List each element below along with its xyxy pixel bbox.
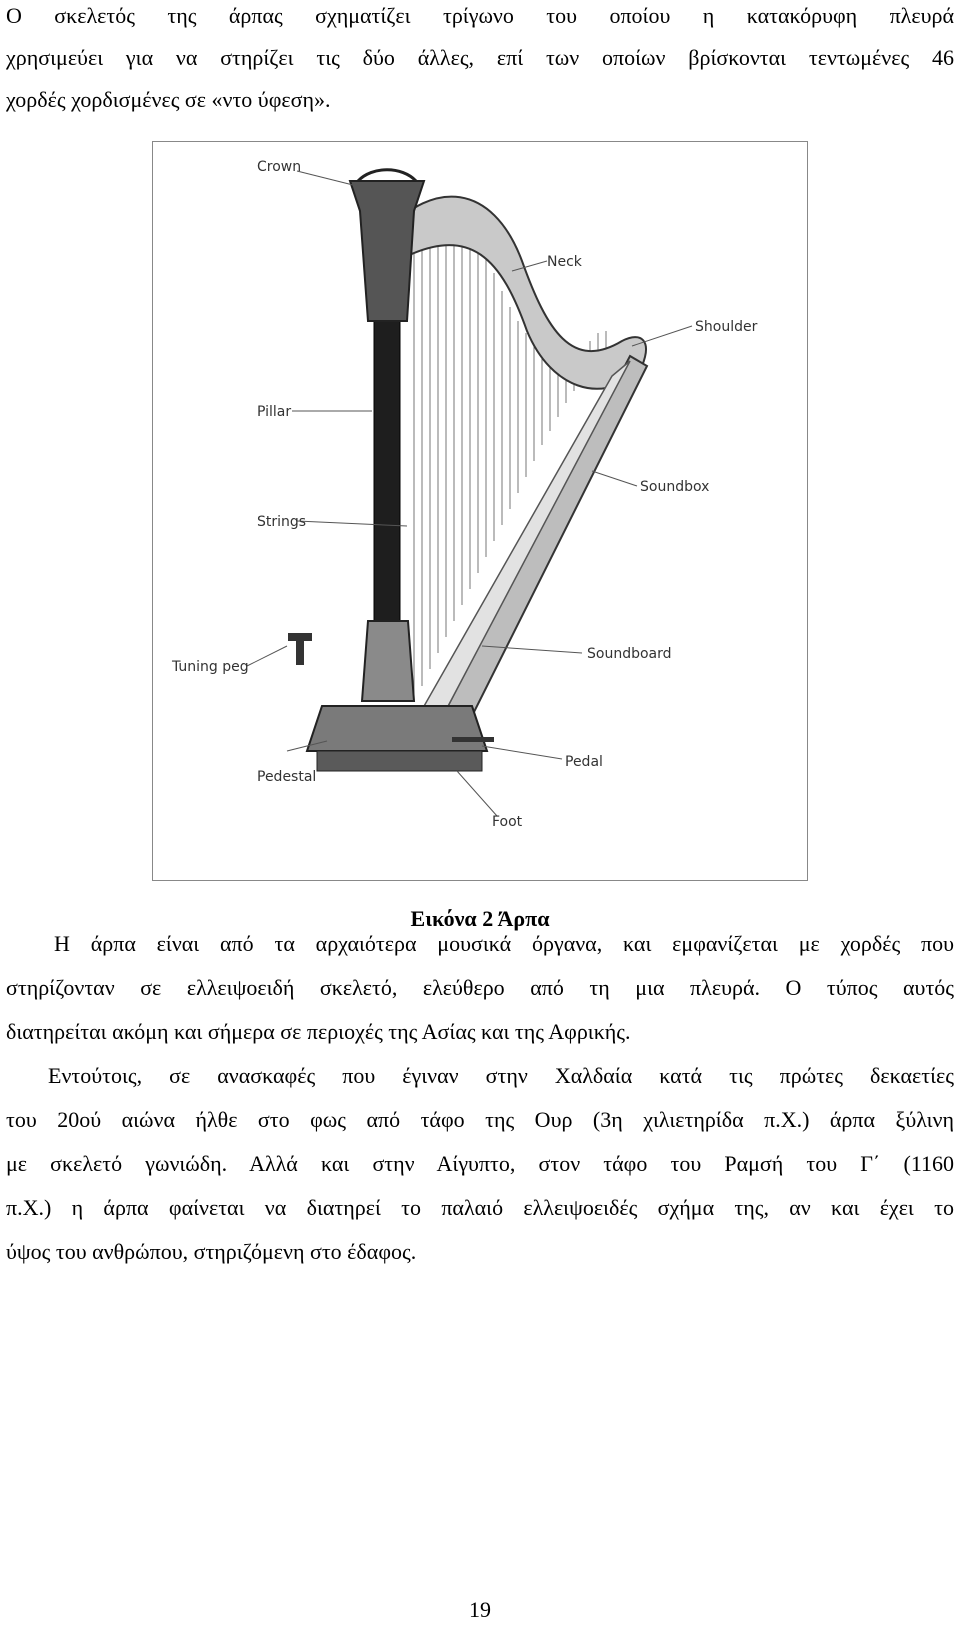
label-pedestal: Pedestal bbox=[257, 769, 317, 785]
harp-pedal bbox=[452, 737, 494, 742]
body-line-7: π.Χ.) η άρπα φαίνεται να διατηρεί το παλαιό ελλειψοειδές σχήμα της, αν και έχει το bbox=[6, 1195, 954, 1220]
label-crown: Crown bbox=[257, 159, 302, 175]
label-soundbox: Soundbox bbox=[640, 479, 710, 495]
figure-caption: Εικόνα 2 Άρπα bbox=[410, 906, 550, 931]
label-tuning-peg: Tuning peg bbox=[172, 659, 249, 675]
body-line-6: με σκελετό γωνιώδη. Αλλά και στην Αίγυπτο, στον τάφο του Ραμσή του Γ΄ (1160 bbox=[6, 1151, 954, 1176]
body-line-5: του 20ού αιώνα ήλθε στο φως από τάφο της Ουρ (3η χιλιετηρίδα π.Χ.) άρπα ξύλινη bbox=[6, 1107, 954, 1132]
intro-line-2: χρησιμεύει για να στηρίζει τις δύο άλλες, επί των οποίων βρίσκονται τεντωμένες 46 bbox=[6, 45, 954, 70]
body-line-1: Η άρπα είναι από τα αρχαιότερα μουσικά όργανα, και εμφανίζεται με χορδές που bbox=[54, 931, 954, 956]
label-neck: Neck bbox=[547, 254, 582, 270]
body-line-3: διατηρείται ακόμη και σήμερα σε περιοχές της Ασίας και της Αφρικής. bbox=[6, 1019, 631, 1044]
intro-line-1: Ο σκελετός της άρπας σχηματίζει τρίγωνο του οποίου η κατακόρυφη πλευρά bbox=[6, 3, 954, 28]
harp-pillar bbox=[374, 321, 400, 641]
label-pedal: Pedal bbox=[565, 754, 603, 770]
label-pillar: Pillar bbox=[257, 404, 292, 420]
label-strings: Strings bbox=[257, 514, 307, 530]
harp-illustration bbox=[152, 141, 808, 881]
body-line-4: Εντούτοις, σε ανασκαφές που έγιναν στην Χαλδαία κατά τις πρώτες δεκαετίες bbox=[48, 1063, 954, 1088]
label-soundboard: Soundboard bbox=[587, 646, 672, 662]
harp-base bbox=[317, 751, 482, 771]
label-shoulder: Shoulder bbox=[695, 319, 758, 335]
intro-line-3: χορδές χορδισμένες σε «ντο ύφεση». bbox=[6, 87, 331, 112]
body-line-8: ύψος του ανθρώπου, στηριζόμενη στο έδαφος. bbox=[6, 1239, 417, 1264]
harp-pedestal bbox=[307, 706, 487, 751]
label-foot: Foot bbox=[492, 814, 523, 830]
body-line-2: στηρίζονταν σε ελλειψοειδή σκελετό, ελεύθερο από τη μια πλευρά. Ο τύπος αυτός bbox=[6, 975, 954, 1000]
harp-figure bbox=[152, 141, 808, 881]
page-number: 19 bbox=[469, 1597, 491, 1622]
